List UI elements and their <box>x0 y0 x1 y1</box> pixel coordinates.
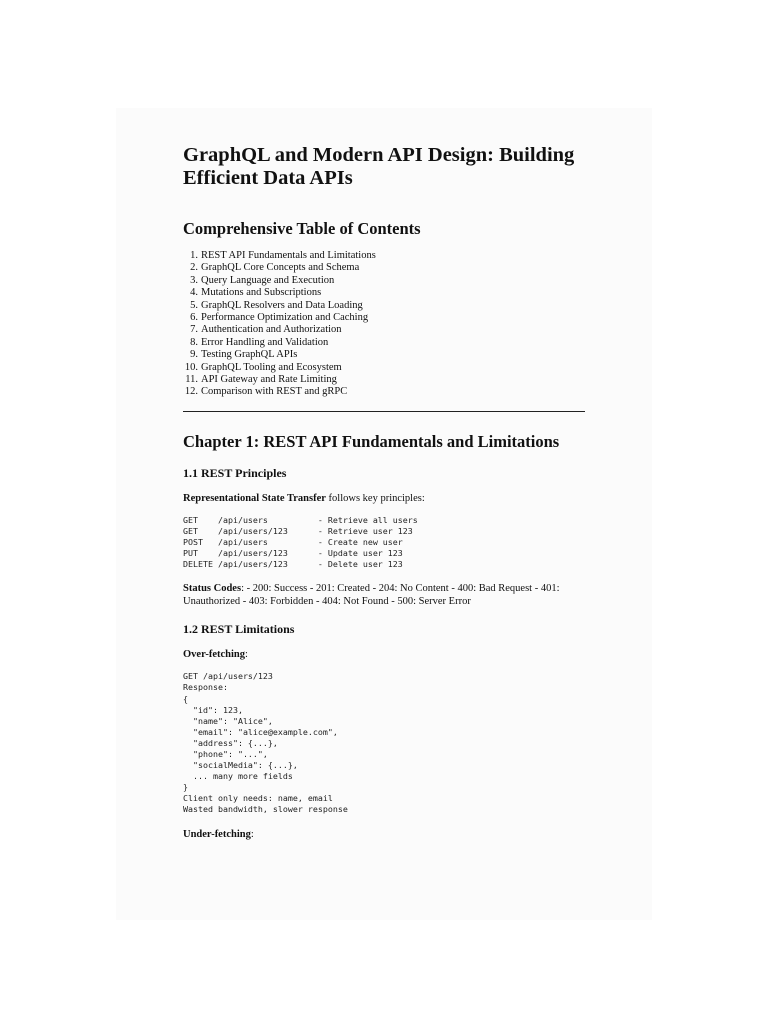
over-fetching-bold: Over-fetching <box>183 649 246 661</box>
toc-item-label: GraphQL Tooling and Ecosystem <box>201 361 342 373</box>
rest-intro-paragraph <box>183 492 585 505</box>
toc-item-number: 12. <box>184 386 198 398</box>
toc-item-label: REST API Fundamentals and Limitations <box>201 250 376 261</box>
status-codes-paragraph <box>183 582 585 608</box>
chapter-heading: Chapter 1: REST API Fundamentals and Limitations <box>183 431 560 451</box>
over-fetching-colon: : <box>245 649 248 661</box>
toc-item-number: 2. <box>190 262 198 274</box>
toc-item-number: 7. <box>190 324 198 336</box>
toc-item-label: Mutations and Subscriptions <box>201 287 322 299</box>
toc-item <box>183 287 585 299</box>
section-heading-rest-limitations: 1.2 REST Limitations <box>183 622 295 637</box>
toc-item <box>183 250 585 262</box>
toc-heading: Comprehensive Table of Contents <box>183 219 421 238</box>
toc-item-number: 5. <box>190 299 198 311</box>
toc-item-number: 1. <box>190 250 198 261</box>
toc-item <box>183 349 585 361</box>
toc-item <box>183 386 585 398</box>
toc-item <box>183 275 585 287</box>
toc-item <box>183 337 585 349</box>
toc-item <box>183 262 585 274</box>
section-divider <box>183 411 585 412</box>
toc-item <box>183 362 585 374</box>
toc-item-label: Query Language and Execution <box>201 274 335 286</box>
under-fetching-colon: : <box>250 828 254 840</box>
document-title: GraphQL and Modern API Design: Building Efficient Data APIs <box>183 144 575 189</box>
toc-item-label: Comparison with REST and gRPC <box>201 386 348 398</box>
rest-intro-bold: Representational State Transfer <box>183 492 326 504</box>
toc-item-number: 4. <box>190 287 198 299</box>
toc-item-label: Testing GraphQL APIs <box>201 349 298 361</box>
toc-item <box>183 300 585 312</box>
status-codes-bold: Status Codes <box>183 583 242 595</box>
toc-item <box>183 312 585 324</box>
toc-item-number: 3. <box>190 274 198 286</box>
document-page <box>116 108 652 920</box>
under-fetching-bold: Under-fetching <box>183 828 251 840</box>
page-content <box>183 144 585 841</box>
toc-item-label: Error Handling and Validation <box>201 336 329 348</box>
status-codes-text: : - 200: Success - 201: Created - 204: No Content - 400: Bad Request - 401: Unauthorized - 403: Forbidden - 404: Not Found - 500: Server Error <box>183 583 560 608</box>
toc-item-label: GraphQL Core Concepts and Schema <box>201 262 360 274</box>
toc-item-label: API Gateway and Rate Limiting <box>201 374 337 386</box>
toc-item-label: Authentication and Authorization <box>201 324 342 336</box>
rest-intro-text: follows key principles: <box>325 492 425 504</box>
toc-item-number: 10. <box>184 361 198 373</box>
toc-item-number: 9. <box>190 349 198 361</box>
toc-item <box>183 324 585 336</box>
toc-list <box>183 250 585 399</box>
section-heading-rest-principles: 1.1 REST Principles <box>183 465 287 480</box>
toc-item-number: 6. <box>190 312 198 324</box>
toc-item-number: 11. <box>185 374 198 386</box>
toc-item-label: GraphQL Resolvers and Data Loading <box>201 299 363 311</box>
over-fetching-paragraph <box>183 648 585 661</box>
over-fetching-code-block: GET /api/users/123 Response: { "id": 123, "name": "Alice", "email": "alice@example.com", "address": {...}, "phone": "...", "socialMedia": {...}, ... many more fields } Client only needs: name, email Wasted bandwidth, slower response <box>183 671 348 815</box>
under-fetching-paragraph <box>183 828 585 841</box>
rest-endpoints-code-block: GET /api/users - Retrieve all users GET /api/users/123 - Retrieve user 123 POST /api/users - Create new user PUT /api/users/123 - Update user 123 DELETE /api/users/123 - Delete user 123 <box>183 514 418 570</box>
toc-item-number: 8. <box>190 336 198 348</box>
toc-item-label: Performance Optimization and Caching <box>201 312 369 324</box>
toc-item <box>183 374 585 386</box>
